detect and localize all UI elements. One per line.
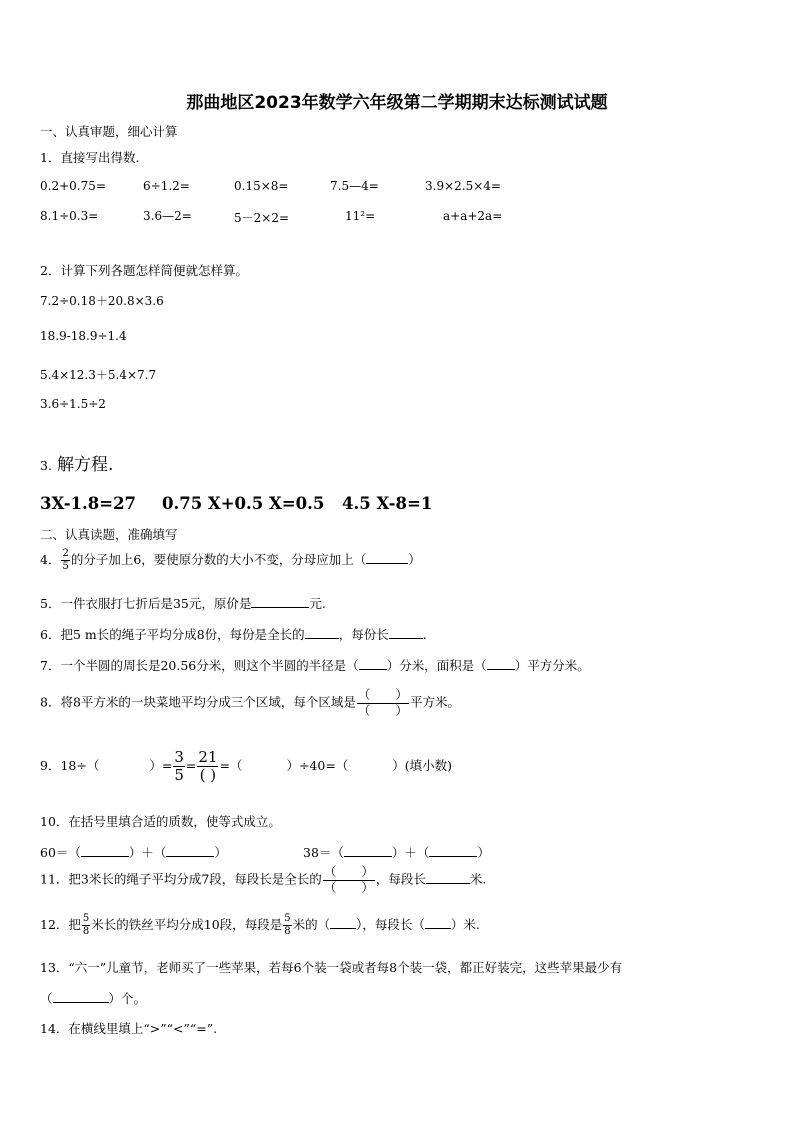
answer-blank[interactable] [487,669,515,670]
calc-item: 0.15×8= [234,179,289,193]
calc-item: 8.1÷0.3= [40,209,99,223]
question-8: 8．将8平方米的一块菜地平均分成三个区域，每个区域是 $\frac{( )}{( )}$ 平方米。 [40,687,460,718]
question-10-label: 10．在括号里填合适的质数，使等式成立。 [40,814,281,829]
calc-item: 7.5—4= [330,179,379,193]
calc-item: 11²= [345,209,376,223]
question-10-right: 38＝（ ）＋（ ） [303,845,490,860]
answer-blank[interactable] [53,1002,109,1003]
page-title: 那曲地区2023年数学六年级第二学期期末达标测试试题 [186,93,608,113]
question-1-label: 1．直接写出得数. [40,150,140,165]
question-9: 9．18÷（ ）= $\frac{3}{5}$ = $\frac{21}{( )}$ =（ ）÷40=（ ）(填小数) [40,748,453,784]
answer-blank[interactable] [344,856,392,857]
answer-blank[interactable] [359,669,387,670]
calc-item: 18.9-18.9÷1.4 [40,329,127,343]
fraction: $\frac{5}{8}$ [82,913,90,937]
fraction: $\frac{3}{5}$ [174,748,184,784]
answer-blank[interactable] [305,638,339,639]
answer-blank[interactable] [251,607,309,608]
question-10-left: 60＝（ ）＋（ ） [40,845,227,860]
answer-blank[interactable] [425,928,451,929]
question-13-line-2: （ ）个。 [40,991,147,1006]
answer-blank[interactable] [330,928,356,929]
answer-blank[interactable] [81,856,129,857]
fraction: $\frac{2}{5}$ [62,548,69,572]
calc-item: a+a+2a= [443,209,503,223]
calc-item: 5.4×12.3＋5.4×7.7 [40,368,157,382]
equation: 4.5 X-8=1 [342,494,433,513]
fraction-blank[interactable]: $\frac{21}{( )}$ [198,748,218,784]
calc-item: 3.6—2= [143,209,192,223]
answer-blank[interactable] [389,638,423,639]
answer-blank[interactable] [426,883,470,884]
calc-item: 7.2÷0.18＋20.8×3.6 [40,294,164,308]
equation: 0.75 X+0.5 X=0.5 [162,494,325,513]
question-13-line-1: 13．“六一”儿童节，老师买了一些苹果，若每6个装一袋或者每8个装一袋，都正好装完，这些苹果最少有 [40,960,623,975]
question-5: 5．一件衣服打七折后是35元，原价是 元. [40,596,326,611]
question-3-label: 3. 解方程. [40,455,114,475]
question-11: 11．把3米长的绳子平均分成7段，每段长是全长的 $\frac{( )}{( )}$ ，每段长 米. [40,864,487,895]
question-14: 14．在横线里填上“>”“<”“=”. [40,1021,218,1036]
fraction-blank[interactable]: $\frac{( )}{( )}$ [323,864,374,895]
answer-blank[interactable] [429,856,477,857]
answer-blank[interactable] [166,856,214,857]
section-one-heading: 一、认真审题，细心计算 [40,124,178,139]
question-6: 6．把5 m长的绳子平均分成8份，每份是全长的 ，每份长 . [40,627,427,642]
calc-item: 3.6÷1.5÷2 [40,397,106,411]
equation: 3X-1.8=27 [40,494,137,513]
calc-item: 6÷1.2= [143,179,190,193]
calc-item: 5－2×2= [234,211,290,225]
fraction: $\frac{5}{8}$ [284,913,291,937]
question-4: 4． $\frac{2}{5}$ 的分子加上6，要使原分数的大小不变，分母应加上（ ） [40,548,421,572]
question-7: 7．一个半圆的周长是20.56分米，则这个半圆的半径是（ ）分米，面积是（ ）平方分米。 [40,658,590,673]
section-two-heading: 二、认真读题，准确填写 [40,527,178,542]
answer-blank[interactable] [366,563,408,564]
calc-item: 3.9×2.5×4= [425,179,501,193]
fraction-blank[interactable]: $\frac{( )}{( )}$ [357,687,408,718]
question-2-label: 2．计算下列各题怎样简便就怎样算。 [40,263,248,278]
calc-item: 0.2+0.75= [40,179,106,193]
question-12: 12．把 $\frac{5}{8}$ 米长的铁丝平均分成10段，每段是 $\frac{5}{8}$ 米的（ ），每段长（ ）米. [40,913,480,937]
